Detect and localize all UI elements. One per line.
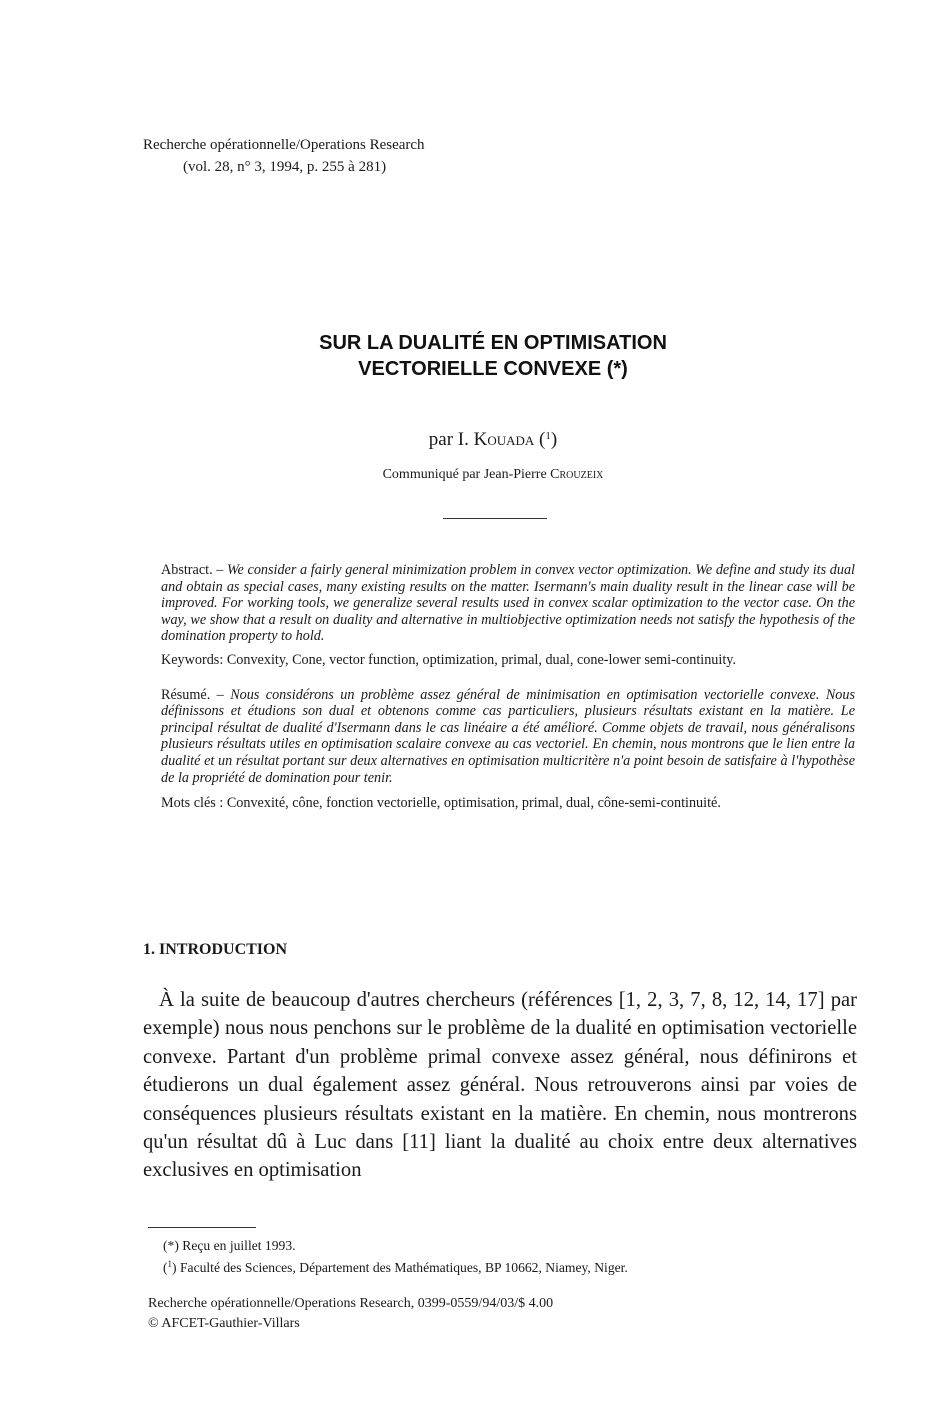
mots-cles-paragraph — [143, 795, 855, 812]
abstract-text: We consider a fairly general minimization problem in convex vector optimization. We define and study its dual and obtain as special cases, many existing results on the matter. Isermann's main duality result in the linear case will be improved. For working tools, we generalize several results used in convex scalar optimization to the vector case. On the way, we show that a result on duality and alternative in multiobjective optimization needs not satisfy the hypothesis of the domination property to hold. — [161, 562, 855, 645]
footnote-1-mark: (*) — [163, 1238, 179, 1253]
journal-header — [143, 134, 425, 178]
author-prefix: par I. — [428, 429, 469, 450]
mots-cles-text: Convexité, cône, fonction vectorielle, optimisation, primal, dual, cône-semi-continuité. — [226, 795, 721, 812]
communicated-by — [0, 466, 930, 484]
footnote-divider — [148, 1227, 256, 1228]
footnotes — [163, 1236, 628, 1277]
footnote-1-text: Reçu en juillet 1993. — [182, 1238, 296, 1253]
author-line — [0, 424, 930, 452]
author-name: Kouada — [473, 429, 535, 450]
paper-title — [0, 330, 930, 382]
publisher-line-1: Recherche opérationnelle/Operations Research, 0399-0559/94/03/$ 4.00 — [148, 1296, 554, 1311]
footnote-1 — [163, 1236, 628, 1255]
abstract-block — [143, 562, 855, 812]
mots-cles-label: Mots clés : — [161, 795, 224, 812]
resume-label: Résumé. – — [161, 686, 224, 703]
footnote-2-text: Faculté des Sciences, Département des Mathématiques, BP 10662, Niamey, Niger. — [179, 1260, 628, 1275]
footnote-2 — [163, 1255, 628, 1277]
publisher-line-2: © AFCET-Gauthier-Villars — [148, 1316, 300, 1331]
intro-paragraph: À la suite de beaucoup d'autres chercheurs (références [1, 2, 3, 7, 8, 12, 14, 17] par exemple) nous nous penchons sur le problème de la dualité en optimisation vectorielle convexe. Partant d'un problème primal convexe assez général, nous définirons et étudierons un dual également assez général. Nous retrouverons ainsi par voies de conséquences plusieurs résultats existant en la matière. En chemin, nous montrerons qu'un résultat dû à Luc dans [11] liant la dualité au choix entre deux alternatives exclusives en optimisation — [143, 989, 857, 1182]
keywords-text: Convexity, Cone, vector function, optimization, primal, dual, cone-lower semi-continuity. — [226, 651, 736, 668]
keywords-paragraph — [143, 652, 855, 669]
publisher-info — [148, 1294, 553, 1334]
communique-prefix: Communiqué par Jean-Pierre — [382, 467, 547, 482]
communique-name: Crouzeix — [550, 467, 604, 482]
resume-text: Nous considérons un problème assez général de minimisation en optimisation vectorielle convexe. Nous définissons et étudions son dual et obtenons comme cas particuliers, plusieurs résultats existant en la matière. Le principal résultat de dualité d'Isermann dans le cas linéaire a été amélioré. Comme objets de travail, nous généralisons plusieurs résultats utiles en optimisation scalaire convexe au cas vectoriel. En chemin, nous montrons que le lien entre la dualité et un résultat portant sur deux alternatives en optimisation multicritère n'a point besoin de satisfaire à l'hypothèse de la propriété de domination pour tenir. — [161, 686, 855, 786]
author-footnote-ref: ($^1$) — [539, 429, 558, 450]
abstract-paragraph — [143, 562, 855, 645]
title-line-1: SUR LA DUALITÉ EN OPTIMISATION — [319, 332, 667, 354]
keywords-label: Keywords: — [161, 651, 224, 668]
title-line-2: VECTORIELLE CONVEXE (*) — [358, 358, 628, 380]
journal-volume: (vol. 28, n° 3, 1994, p. 255 à 281) — [183, 159, 387, 175]
section-heading: 1. INTRODUCTION — [143, 941, 288, 958]
footnote-2-mark: ($^1$) — [163, 1259, 177, 1275]
title-divider — [443, 518, 547, 519]
journal-name: Recherche opérationnelle/Operations Research — [143, 137, 425, 153]
resume-paragraph — [143, 687, 855, 787]
abstract-label: Abstract. – — [161, 562, 224, 578]
